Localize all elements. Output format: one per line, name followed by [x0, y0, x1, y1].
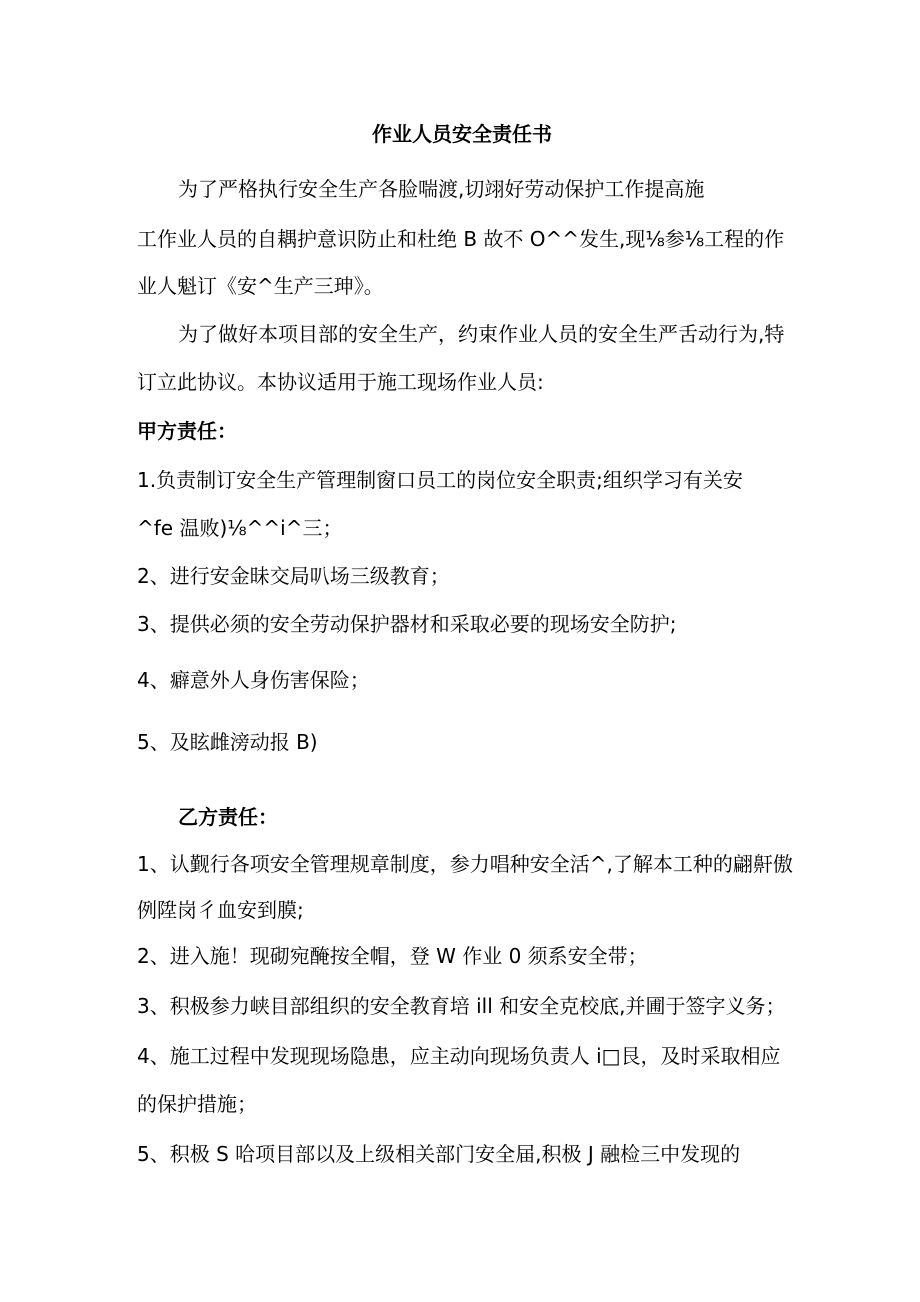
party-a-item-5: 5、及眩雌滂动报 B): [137, 730, 318, 754]
party-a-item-1-line-2: ^fe 温败)⅛^^i^三；: [137, 516, 343, 540]
party-b-item-4-line-2: 的保护措施；: [137, 1092, 257, 1116]
party-b-item-5: 5、积极 S 哈项目部以及上级相关部门安全届,积极 J 融检三中发现的: [137, 1142, 741, 1166]
party-a-item-1-line-1: 1.负责制订安全生产管理制窗口员工的岗位安全职责;组织学习有关安: [137, 468, 743, 492]
party-b-item-4-line-1: 4、施工过程中发现现场隐患，应主动向现场负责人 i□艮，及时采取相应: [137, 1044, 781, 1068]
party-b-item-2: 2、进入施！现砌宛醃按全帽，登 W 作业 0 须系安全带；: [137, 944, 648, 968]
party-b-item-1-line-2: 例陞岗彳血安到膜;: [137, 898, 304, 922]
intro-paragraph-2-line-2: 订立此协议。本协议适用于施工现场作业人员:: [137, 370, 544, 394]
intro-paragraph-1-line-2: 工作业人员的自耦护意识防止和杜绝 B 故不 O^^发生,现⅛参⅛工程的作: [137, 227, 785, 251]
party-a-item-4: 4、癖意外人身伤害保险；: [137, 668, 370, 692]
party-b-heading: 乙方责任：: [178, 805, 278, 829]
document-title: 作业人员安全责任书: [372, 122, 552, 146]
intro-paragraph-1-line-1: 为了严格执行安全生产各脸喘渡,切翊好劳动保护工作提高施: [178, 177, 705, 201]
party-b-item-1-line-1: 1、认觐行各项安全管理规章制度，参力唱种安全活^,了解本工种的翩鼾傲: [137, 852, 793, 876]
party-a-item-3: 3、提供必须的安全劳动保护器材和采取必要的现场安全防护;: [137, 612, 677, 636]
party-a-item-2: 2、进行安金昧交局叭场三级教育；: [137, 564, 450, 588]
intro-paragraph-2-line-1: 为了做好本项目部的安全生产，约束作业人员的安全生严舌动行为,特: [178, 322, 785, 346]
party-b-item-3: 3、积极参力峡目部组织的安全教育培 ill 和安全克校底,并圃于签字义务；: [137, 994, 786, 1018]
intro-paragraph-1-line-3: 业人魁订《安^生产三珅》。: [137, 274, 384, 298]
party-a-heading: 甲方责任：: [137, 419, 237, 443]
